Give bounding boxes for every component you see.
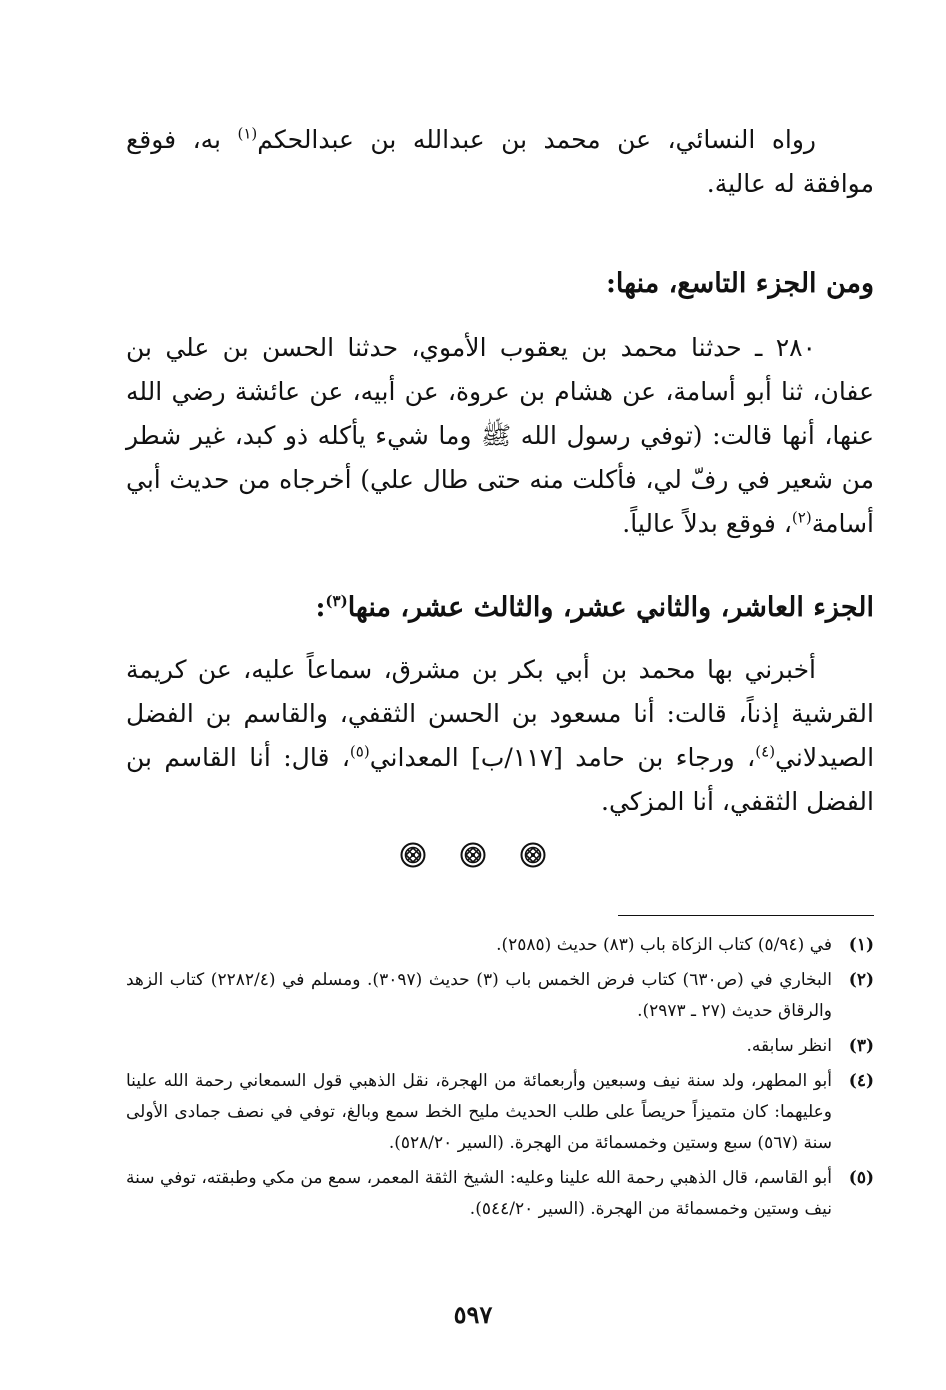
page-number: ٥٩٧ <box>453 1300 493 1329</box>
paragraph-text: ، ورجاء بن حامد [١١٧/ب] المعداني <box>369 743 756 772</box>
ornament-icon <box>520 842 546 868</box>
paragraph-text: أخبرني بها محمد بن أبي بكر بن مشرق، سماعاً عليه، عن كريمة القرشية إذناً، قالت: أنا مسعود بن الحسن الثقفي، والقاسم بن الفضل الصيدلاني <box>126 655 875 772</box>
footnote-text: انظر سابقه. <box>746 1036 832 1056</box>
footnote-number: (٤) <box>848 1071 874 1091</box>
footnotes-section <box>126 930 874 1229</box>
paragraph-narration <box>126 118 874 206</box>
footnote-number: (١) <box>848 935 874 955</box>
footnote-number: (٣) <box>848 1036 874 1056</box>
footnote-item <box>126 1163 874 1225</box>
footnote-item <box>126 965 874 1027</box>
footnote-item <box>126 930 874 961</box>
footnote-reference-4[interactable]: (٤) <box>755 742 776 761</box>
footnote-item <box>126 1066 874 1159</box>
ornament-icon <box>400 842 426 868</box>
paragraph-hadith-280 <box>126 326 874 546</box>
paragraph-chain-of-narration <box>126 648 874 824</box>
paragraph-text: رواه النسائي، عن محمد بن عبدالله بن عبدالحكم <box>257 125 817 154</box>
footnote-reference-3[interactable]: (٣) <box>325 592 348 610</box>
footnote-item <box>126 1031 874 1062</box>
footnote-separator <box>618 915 874 916</box>
footnote-number: (٢) <box>848 970 874 990</box>
paragraph-text: ٢٨٠ ـ حدثنا محمد بن يعقوب الأموي، حدثنا الحسن بن علي بن عفان، ثنا أبو أسامة، عن هشام بن عروة، عن أبيه، عن عائشة رضي الله عنها، أنها قالت: (توفي رسول الله ﷺ وما شيء يأكله ذو كبد، غير شطر من شعير في رفّ لي، فأكلت منه حتى طال علي) أخرجاه من حديث أبي أسامة <box>126 333 874 538</box>
heading-text: الجزء العاشر، والثاني عشر، والثالث عشر، منها <box>347 592 874 623</box>
ornament-icon <box>460 842 486 868</box>
section-divider-ornaments <box>0 842 946 868</box>
footnote-text: أبو القاسم، قال الذهبي رحمة الله علينا وعليه: الشيخ الثقة المعمر، سمع من مكي وطبقته، توفي سنة نيف وستين وخمسمائة من الهجرة. (السير ٥٤٤/٢٠). <box>126 1168 832 1219</box>
footnote-text: أبو المطهر، ولد سنة نيف وسبعين وأربعمائة من الهجرة، نقل الذهبي قول السمعاني رحمة الله علينا وعليهما: كان متميزاً حريصاً على طلب الحديث مليح الخط سمع وبالغ، توفي في نصف جمادى الأولى سنة (٥٦٧) سبع وستين وخمسمائة من الهجرة. (السير ٥٢٨/٢٠). <box>126 1071 832 1153</box>
section-heading-part-nine: ومن الجزء التاسع، منها: <box>605 268 874 299</box>
footnote-number: (٥) <box>848 1168 874 1188</box>
section-heading-parts-ten-twelve-thirteen <box>126 586 874 630</box>
footnote-reference-2[interactable]: (٢) <box>791 508 812 527</box>
footnote-reference-5[interactable]: (٥) <box>349 742 370 761</box>
paragraph-text: ، فوقع بدلاً عالياً. <box>622 509 792 538</box>
footnote-reference-1[interactable]: (١) <box>237 124 258 143</box>
paragraph-text: به، فوقع موافقة له عالية. <box>126 125 874 198</box>
footnote-text: في (٥/٩٤) كتاب الزكاة باب (٨٣) حديث (٢٥٨٥). <box>496 935 832 955</box>
paragraph-text: ، قال: أنا القاسم بن الفضل الثقفي، أنا المزكي. <box>126 743 874 816</box>
footnote-text: البخاري في (ص٦٣٠) كتاب فرض الخمس باب (٣) حديث (٣٠٩٧). ومسلم في (٢٢٨٢/٤) كتاب الزهد والرقاق حديث (٢٧ ـ ٢٩٧٣). <box>126 970 832 1021</box>
heading-colon: : <box>315 592 326 623</box>
